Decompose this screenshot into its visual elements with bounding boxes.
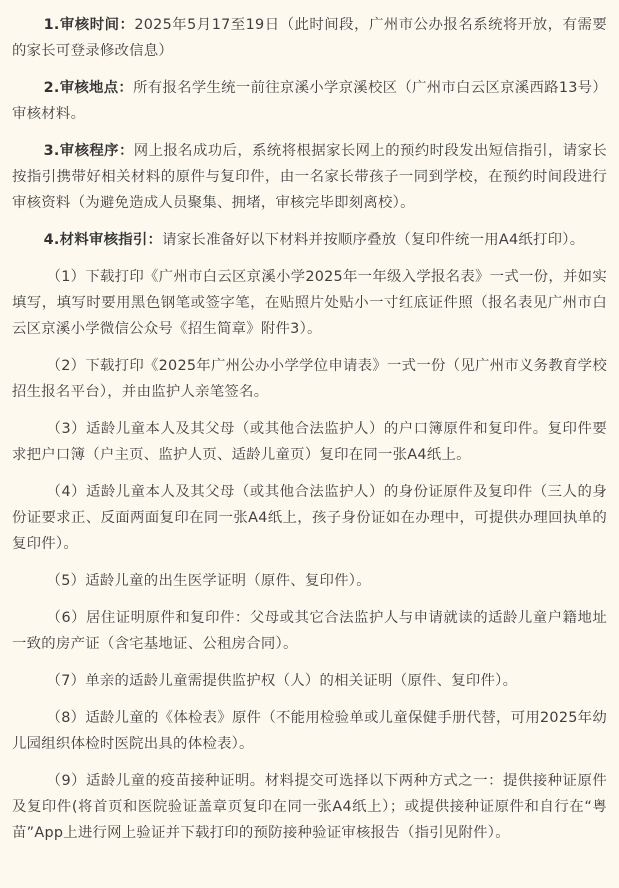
review-procedure-heading: 3.审核程序： — [43, 143, 134, 159]
material-item-degree-application: （2）下载打印《2025年广州公办小学学位申请表》一式一份（见广州市义务教育学校招生报名平台），并由监护人亲笔签名。 — [12, 358, 607, 400]
material-item-birth-certificate: （5）适龄儿童的出生医学证明（原件、复印件）。 — [46, 573, 371, 589]
materials-guide-paragraph — [12, 227, 607, 253]
review-location-heading: 2.审核地点： — [43, 80, 134, 96]
material-item-registration-form: （1）下载打印《广州市白云区京溪小学2025年一年级入学报名表》一式一份，并如实填写，填写时要用黑色钢笔或签字笔，在贴照片处贴小一寸红底证件照（报名表见广州市白云区京溪小学微信公众号《招生简章》附件3）。 — [12, 269, 607, 337]
material-item-id-cards: （4）适龄儿童本人及其父母（或其他合法监护人）的身份证原件及复印件（三人的身份证要求正、反面两面复印在同一张A4纸上，孩子身份证如在办理中，可提供办理回执单的复印件）。 — [12, 484, 607, 552]
review-location-paragraph — [12, 75, 607, 127]
review-procedure-paragraph — [12, 138, 607, 216]
material-item-health-check-form: （8）适龄儿童的《体检表》原件（不能用检验单或儿童保健手册代替，可用2025年幼儿园组织体检时医院出具的体检表）。 — [12, 710, 607, 752]
materials-guide-heading: 4.材料审核指引： — [43, 232, 163, 248]
materials-guide-text: 请家长准备好以下材料并按顺序叠放（复印件统一用A4纸打印）。 — [162, 232, 585, 248]
review-time-paragraph — [12, 12, 607, 64]
material-item-household-register: （3）适龄儿童本人及其父母（或其他合法监护人）的户口簿原件和复印件。复印件要求把户口簿（户主页、监护人页、适龄儿童页）复印在同一张A4纸上。 — [12, 421, 607, 463]
review-time-heading: 1.审核时间： — [43, 17, 135, 33]
material-item-guardianship-proof: （7）单亲的适龄儿童需提供监护权（人）的相关证明（原件、复印件）。 — [46, 673, 518, 689]
material-item-vaccination-proof: （9）适龄儿童的疫苗接种证明。材料提交可选择以下两种方式之一：提供接种证原件及复印件(将首页和医院验证盖章页复印在同一张A4纸上）；或提供接种证原件和自行在“粤苗”App上进行网上验证并下载打印的预防接种验证审核报告（指引见附件）。 — [12, 773, 607, 841]
review-procedure-text: 网上报名成功后，系统将根据家长网上的预约时段发出短信指引，请家长按指引携带好相关材料的原件与复印件，由一名家长带孩子一同到学校，在预约时间段进行审核资料（为避免造成人员聚集、拥堵，审核完毕即刻离校）。 — [12, 143, 607, 211]
review-location-text: 所有报名学生统一前往京溪小学京溪校区（广州市白云区京溪西路13号）审核材料。 — [12, 80, 607, 122]
review-time-text: 2025年5月17至19日（此时间段，广州市公办报名系统将开放，有需要的家长可登录修改信息） — [12, 17, 607, 59]
material-item-residence-proof: （6）居住证明原件和复印件：父母或其它合法监护人与申请就读的适龄儿童户籍地址一致的房产证（含宅基地证、公租房合同）。 — [12, 610, 607, 652]
